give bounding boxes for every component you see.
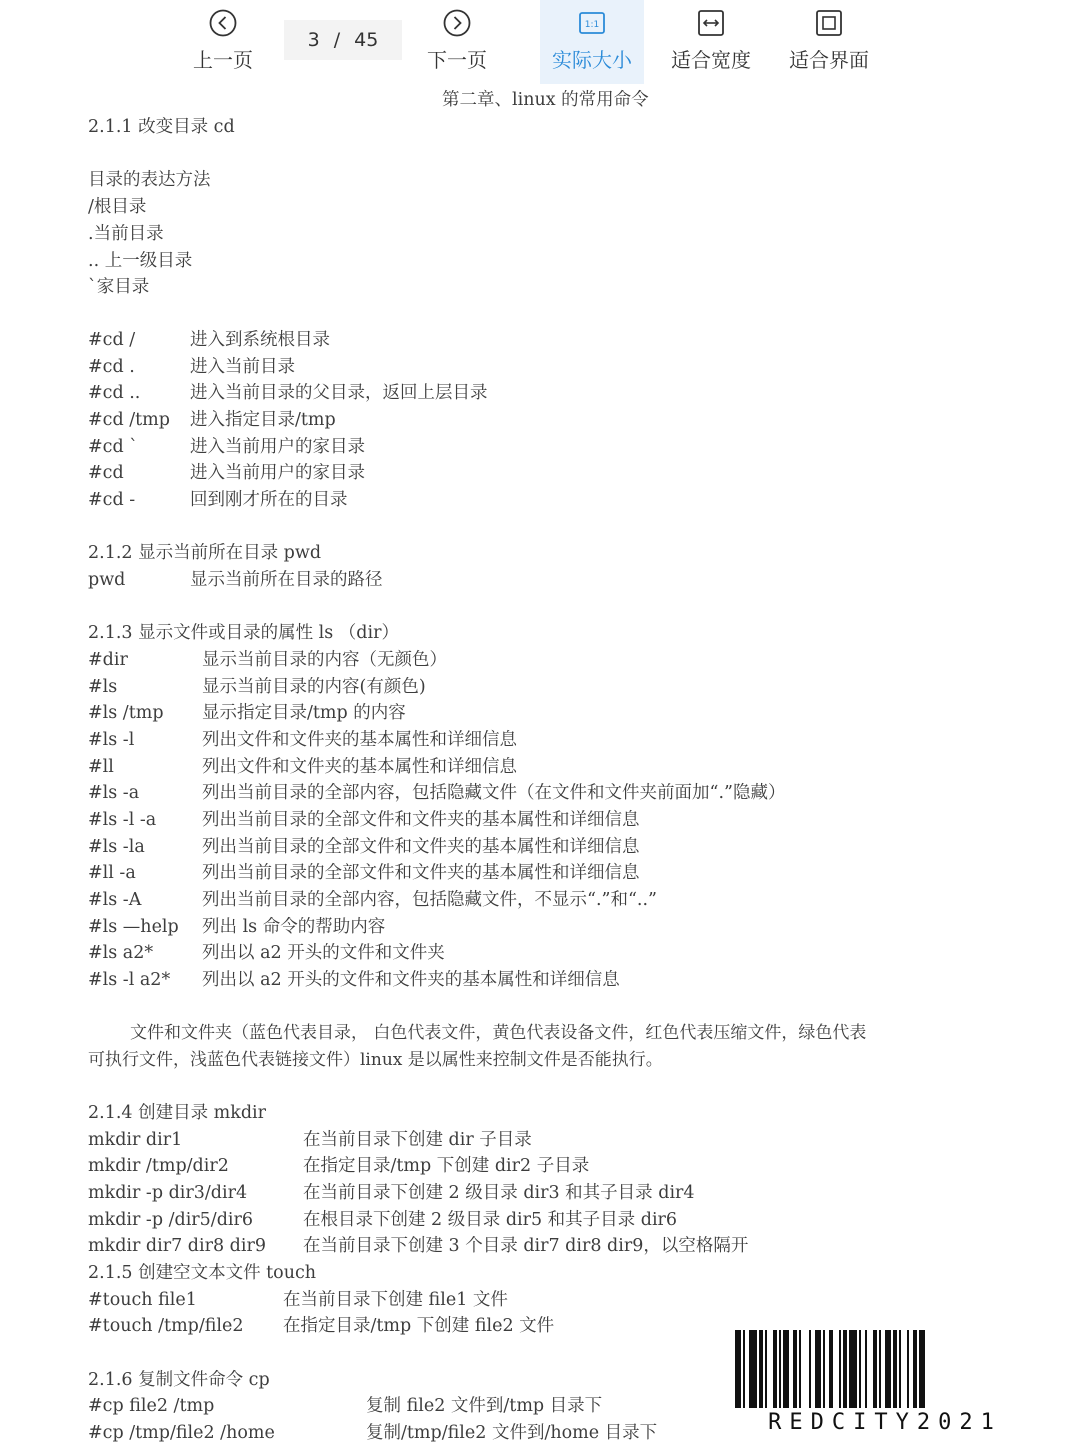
barcode-bar (799, 1330, 801, 1408)
command-row (88, 755, 517, 779)
barcode-bar (735, 1330, 741, 1408)
barcode-bar (893, 1330, 897, 1408)
expr-line: .当前目录 (88, 224, 164, 244)
section-title-2-1-3: 2.1.3 显示文件或目录的属性 ls （dir） (88, 623, 399, 643)
chapter-title: 第二章、linux 的常用命令 (442, 90, 649, 110)
command: #cd (88, 463, 124, 483)
barcode-bar (919, 1330, 925, 1408)
command: #cp file2 /tmp (88, 1396, 215, 1416)
page-indicator[interactable] (284, 20, 402, 60)
barcode-bar (885, 1330, 891, 1408)
command-row (88, 968, 620, 992)
barcode-bar (809, 1330, 811, 1408)
command-desc: 回到刚才所在的目录 (190, 490, 348, 510)
command: #ll -a (88, 863, 136, 883)
command: #ls -A (88, 890, 142, 910)
prev-page-button[interactable] (168, 4, 278, 80)
command: mkdir -p dir3/dir4 (88, 1183, 248, 1203)
fit-width-button[interactable] (656, 4, 766, 80)
barcode-bar (823, 1330, 825, 1408)
command-row (88, 1234, 749, 1258)
command-row (88, 888, 657, 912)
command-row (88, 1314, 555, 1338)
barcode-bar (765, 1330, 767, 1408)
barcode-bar (783, 1330, 789, 1408)
command: #ll (88, 757, 114, 777)
command-desc: 进入到系统根目录 (190, 330, 330, 350)
watermark-text: REDCITY2021 (768, 1410, 1002, 1435)
command-row (88, 408, 336, 432)
command-desc: 列出以 a2 开头的文件和文件夹的基本属性和详细信息 (202, 970, 620, 990)
command: #ls -la (88, 837, 145, 857)
command: #cd ` (88, 437, 138, 457)
command-row (88, 675, 426, 699)
barcode-bar (743, 1330, 745, 1408)
barcode-bar (865, 1330, 867, 1408)
chevron-right-circle-icon (442, 8, 472, 38)
command-desc: 列出当前目录的全部文件和文件夹的基本属性和详细信息 (202, 863, 640, 883)
command-row (88, 461, 365, 485)
command-row (88, 701, 406, 725)
command: #cp /tmp/file2 /home (88, 1423, 275, 1443)
command: #ls -l a2* (88, 970, 171, 990)
barcode-bar (873, 1330, 877, 1408)
command-desc: 在指定目录/tmp 下创建 dir2 子目录 (303, 1156, 590, 1176)
command: #ls /tmp (88, 703, 164, 723)
command-desc: 在当前目录下创建 file1 文件 (283, 1290, 508, 1310)
command-row (88, 941, 445, 965)
actual-size-label: 实际大小 (552, 48, 632, 72)
command-desc: 列出当前目录的全部内容，包括隐藏文件，不显示“.”和“..” (202, 890, 657, 910)
section-title-2-1-6: 2.1.6 复制文件命令 cp (88, 1370, 270, 1390)
command-desc: 列出当前目录的全部文件和文件夹的基本属性和详细信息 (202, 810, 640, 830)
prev-page-label: 上一页 (193, 48, 253, 72)
command-row (88, 861, 640, 885)
command: #ls a2* (88, 943, 154, 963)
command-desc: 显示指定目录/tmp 的内容 (202, 703, 406, 723)
command-row (88, 1421, 658, 1445)
command: #touch file1 (88, 1290, 197, 1310)
command-desc: 在当前目录下创建 2 级目录 dir3 和其子目录 dir4 (303, 1183, 695, 1203)
barcode-bar (749, 1330, 757, 1408)
barcode-watermark (733, 1330, 1037, 1438)
command: mkdir -p /dir5/dir6 (88, 1210, 253, 1230)
barcode-bar (859, 1330, 861, 1408)
fit-width-label: 适合宽度 (671, 48, 751, 72)
page-current: 3 (307, 29, 320, 51)
section-title-2-1-1: 2.1.1 改变目录 cd (88, 117, 235, 137)
section-title-2-1-4: 2.1.4 创建目录 mkdir (88, 1103, 267, 1123)
fit-page-icon (814, 8, 844, 38)
command-row (88, 781, 786, 805)
command-desc: 复制/tmp/file2 文件到/home 目录下 (366, 1423, 658, 1443)
command: #ls -a (88, 783, 140, 803)
paragraph-line: 文件和文件夹（蓝色代表目录， 白色代表文件，黄色代表设备文件，红色代表压缩文件，绿色代表 (130, 1023, 867, 1043)
barcode-bar (779, 1330, 781, 1408)
expr-line: `家目录 (88, 277, 150, 297)
command-row (88, 1154, 590, 1178)
command-row (88, 1128, 532, 1152)
command-row (88, 328, 330, 352)
command-desc: 列出文件和文件夹的基本属性和详细信息 (202, 730, 517, 750)
command: #cd - (88, 490, 136, 510)
command-row (88, 1208, 678, 1232)
barcode-image (733, 1330, 1037, 1408)
command-desc: 显示当前目录的内容（无颜色） (202, 650, 447, 670)
next-page-button[interactable] (402, 4, 512, 80)
command: #cd .. (88, 383, 141, 403)
command-row (88, 648, 447, 672)
actual-size-icon (577, 8, 607, 38)
command-row (88, 1394, 603, 1418)
command-desc: 列出以 a2 开头的文件和文件夹 (202, 943, 445, 963)
command-desc: 列出当前目录的全部文件和文件夹的基本属性和详细信息 (202, 837, 640, 857)
barcode-bar (899, 1330, 901, 1408)
command-desc: 进入当前用户的家目录 (190, 437, 365, 457)
command-row (88, 835, 640, 859)
command-desc: 显示当前目录的内容(有颜色) (202, 677, 426, 697)
barcode-bar (815, 1330, 821, 1408)
next-page-label: 下一页 (427, 48, 487, 72)
command-row (88, 435, 365, 459)
command: #cd /tmp (88, 410, 170, 430)
barcode-bar (793, 1330, 797, 1408)
page-total: 45 (354, 29, 379, 51)
command-desc: 列出文件和文件夹的基本属性和详细信息 (202, 757, 517, 777)
command: mkdir dir1 (88, 1130, 183, 1150)
command: #ls -l -a (88, 810, 157, 830)
command-desc: 显示当前所在目录的路径 (190, 570, 383, 590)
barcode-bar (843, 1330, 847, 1408)
command-desc: 列出 ls 命令的帮助内容 (202, 917, 386, 937)
command-row (88, 488, 348, 512)
command: #touch /tmp/file2 (88, 1316, 244, 1336)
command: #cd . (88, 357, 135, 377)
command-desc: 在根目录下创建 2 级目录 dir5 和其子目录 dir6 (303, 1210, 678, 1230)
page-separator: / (333, 29, 341, 51)
fit-width-icon (696, 8, 726, 38)
command-desc: 在当前目录下创建 3 个目录 dir7 dir8 dir9，以空格隔开 (303, 1236, 749, 1256)
command-desc: 进入指定目录/tmp (190, 410, 336, 430)
command-desc: 进入当前用户的家目录 (190, 463, 365, 483)
command-desc: 进入当前目录 (190, 357, 295, 377)
barcode-bar (879, 1330, 881, 1408)
fit-page-button[interactable] (774, 4, 884, 80)
svg-text:1:1: 1:1 (584, 20, 600, 30)
command-desc: 列出当前目录的全部内容，包括隐藏文件（在文件和文件夹前面加“.”隐藏） (202, 783, 786, 803)
fit-page-label: 适合界面 (789, 48, 869, 72)
command-row (88, 808, 640, 832)
command-row (88, 355, 295, 379)
barcode-bar (759, 1330, 763, 1408)
command-row (88, 1288, 508, 1312)
barcode-bar (849, 1330, 857, 1408)
command-desc: 在指定目录/tmp 下创建 file2 文件 (283, 1316, 555, 1336)
barcode-bar (829, 1330, 833, 1408)
command-row (88, 1181, 695, 1205)
chevron-left-circle-icon (208, 8, 238, 38)
actual-size-button[interactable] (540, 0, 644, 84)
command: #ls -l (88, 730, 135, 750)
command: pwd (88, 570, 126, 590)
barcode-bar (907, 1330, 909, 1408)
command: #ls (88, 677, 118, 697)
paragraph-line: 可执行文件，浅蓝色代表链接文件）linux 是以属性来控制文件是否能执行。 (88, 1050, 663, 1070)
barcode-bar (839, 1330, 841, 1408)
pdf-toolbar (0, 0, 1080, 90)
command-row (88, 915, 386, 939)
command: mkdir /tmp/dir2 (88, 1156, 229, 1176)
section-title-2-1-2: 2.1.2 显示当前所在目录 pwd (88, 543, 322, 563)
barcode-bar (913, 1330, 917, 1408)
command-desc: 复制 file2 文件到/tmp 目录下 (366, 1396, 603, 1416)
command: mkdir dir7 dir8 dir9 (88, 1236, 266, 1256)
expr-line: .. 上一级目录 (88, 251, 193, 271)
command-row (88, 728, 517, 752)
command: #cd / (88, 330, 136, 350)
command-row (88, 381, 488, 405)
command-row (88, 568, 383, 592)
command-desc: 在当前目录下创建 dir 子目录 (303, 1130, 532, 1150)
command: #ls —help (88, 917, 179, 937)
command: #dir (88, 650, 128, 670)
expr-title: 目录的表达方法 (88, 170, 211, 190)
barcode-bar (773, 1330, 777, 1408)
expr-line: /根目录 (88, 197, 147, 217)
command-desc: 进入当前目录的父目录，返回上层目录 (190, 383, 488, 403)
section-title-2-1-5: 2.1.5 创建空文本文件 touch (88, 1263, 317, 1283)
